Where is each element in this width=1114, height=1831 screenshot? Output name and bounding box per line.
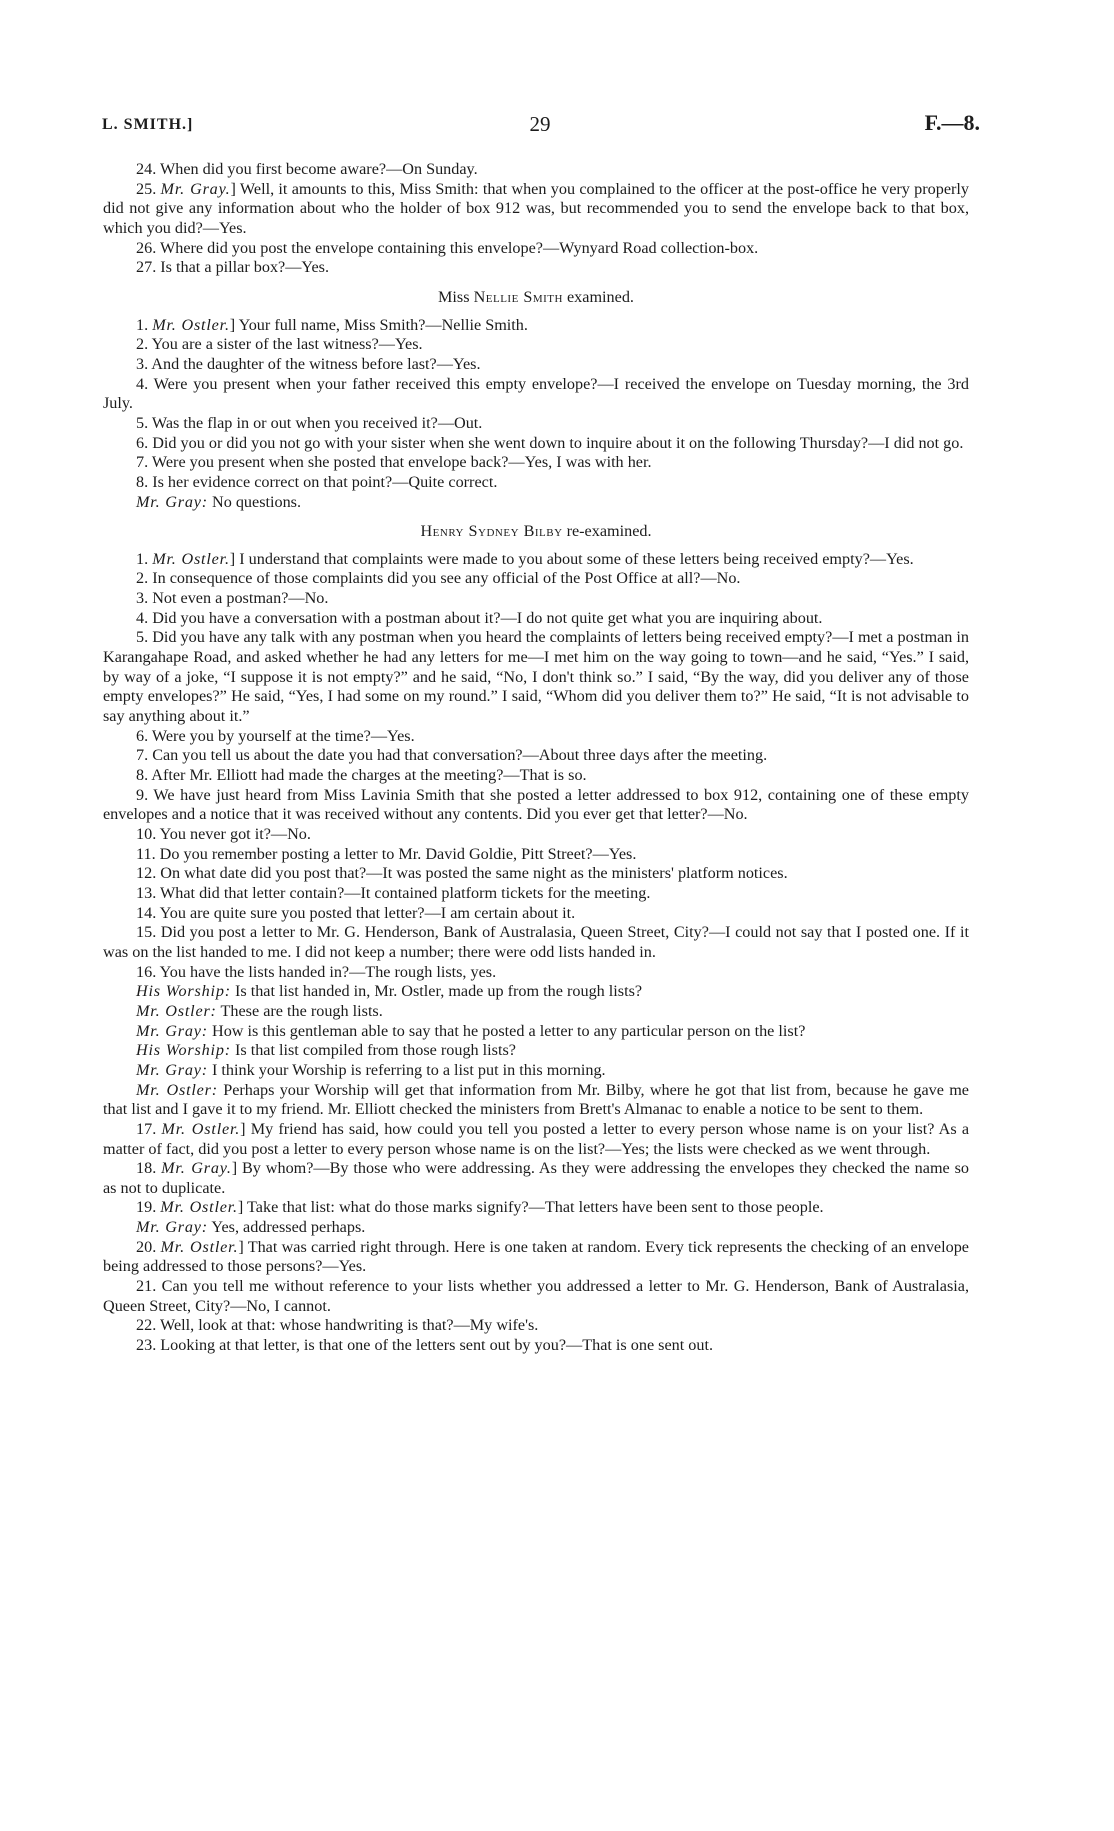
paragraph-text: 4. Did you have a conversation with a postman about it?—I do not quite get what you are inquiring about.: [136, 608, 823, 627]
paragraph-text: These are the rough lists.: [216, 1001, 383, 1020]
paragraph-text: ] That was carried right through. Here is one taken at random. Every tick represents the checking of an envelope being addressed to those persons?—Yes.: [103, 1237, 969, 1276]
speaker-name: Mr. Ostler.: [152, 315, 230, 334]
paragraph-text: Perhaps your Worship will get that information from Mr. Bilby, where he got that list from, because he gave me that list and I gave it to my friend. Mr. Elliott checked the ministers from Brett's Almanac to enable a notice to be sent to them.: [103, 1080, 969, 1119]
speaker-name: Mr. Gray.: [160, 179, 231, 198]
testimony-paragraph: [103, 453, 969, 473]
testimony-paragraph: [103, 1277, 969, 1316]
testimony-paragraph: [103, 1120, 969, 1159]
testimony-paragraph: [103, 864, 969, 884]
testimony-paragraph: [103, 1041, 969, 1061]
heading-suffix: re-examined.: [562, 522, 652, 541]
speaker-name: Mr. Ostler.: [160, 1198, 238, 1217]
paragraph-text: How is this gentleman able to say that he posted a letter to any particular person on the list?: [207, 1021, 806, 1040]
paragraph-text: 10. You never got it?—No.: [136, 825, 311, 843]
testimony-paragraph: [103, 414, 969, 434]
testimony-paragraph: [103, 727, 969, 747]
paragraph-text: Yes, addressed perhaps.: [207, 1218, 366, 1237]
testimony-paragraph: [103, 1159, 969, 1198]
paragraph-text: ] By whom?—By those who were addressing. As they were addressing the envelopes they checked the name so as not to duplicate.: [103, 1159, 970, 1197]
testimony-paragraph: [103, 160, 969, 180]
paragraph-text: 7. Can you tell us about the date you had that conversation?—About three days after the meeting.: [136, 746, 768, 765]
speaker-name: Mr. Gray:: [136, 1218, 208, 1237]
testimony-paragraph: [103, 1336, 969, 1356]
speaker-name: Mr. Ostler:: [136, 1001, 217, 1020]
speaker-name: His Worship:: [136, 1041, 231, 1060]
running-header: [100, 108, 980, 142]
testimony-paragraph: [103, 609, 969, 629]
paragraph-text: I think your Worship is referring to a list put in this morning.: [207, 1060, 606, 1079]
witness-heading: [103, 522, 969, 542]
testimony-paragraph: [103, 923, 969, 962]
testimony-paragraph: [103, 845, 969, 865]
paragraph-text: Is that list compiled from those rough lists?: [230, 1041, 516, 1060]
testimony-paragraph: [103, 180, 969, 239]
paragraph-text: 27. Is that a pillar box?—Yes.: [136, 258, 330, 277]
speaker-name: Mr. Gray:: [136, 1021, 208, 1040]
testimony-paragraph: [103, 746, 969, 766]
testimony-paragraph: [103, 628, 969, 726]
paragraph-text: 24. When did you first become aware?—On Sunday.: [136, 160, 478, 178]
heading-prefix: Miss: [438, 287, 474, 306]
testimony-paragraph: [103, 963, 969, 983]
testimony-paragraph: [103, 1022, 969, 1042]
heading-suffix: examined.: [562, 287, 634, 306]
paragraph-text: 8. Is her evidence correct on that point?—Quite correct.: [136, 472, 498, 491]
paragraph-text: 14. You are quite sure you posted that letter?—I am certain about it.: [136, 903, 576, 922]
paragraph-text: 6. Were you by yourself at the time?—Yes.: [136, 726, 415, 745]
testimony-paragraph: [103, 335, 969, 355]
document-reference: F.—8.: [924, 110, 980, 135]
paragraph-text: 4. Were you present when your father received this empty envelope?—I received the envelope on Tuesday morning, the 3rd July.: [103, 374, 969, 413]
speaker-name: His Worship:: [136, 982, 231, 1001]
paragraph-text: ] My friend has said, how could you tell you posted a letter to every person whose name is on your list? As a matter of fact, did you post a letter to every person whose name is on the list?—Yes; the lists were checked as we went through.: [103, 1119, 969, 1158]
testimony-paragraph: [103, 786, 969, 825]
paragraph-text: ] Take that list: what do those marks signify?—That letters have been sent to those people.: [237, 1198, 824, 1217]
paragraph-text: 7. Were you present when she posted that envelope back?—Yes, I was with her.: [136, 453, 652, 472]
testimony-paragraph: [103, 258, 969, 278]
testimony-paragraph: [103, 1081, 969, 1120]
paragraph-text: 2. You are a sister of the last witness?—Yes.: [136, 335, 423, 354]
testimony-paragraph: [103, 982, 969, 1002]
testimony-paragraph: [103, 825, 969, 845]
speaker-name: Mr. Ostler.: [152, 549, 230, 568]
question-number: 25.: [136, 179, 161, 198]
witness-name: Nellie Smith: [473, 287, 563, 306]
testimony-paragraph: [103, 316, 969, 336]
testimony-paragraph: [103, 473, 969, 493]
testimony-paragraph: [103, 766, 969, 786]
question-number: 18.: [136, 1159, 162, 1178]
testimony-paragraph: [103, 1061, 969, 1081]
paragraph-text: ] Well, it amounts to this, Miss Smith: that when you complained to the officer at the post-office he very properly did not give any information about who the holder of box 912 was, but recommended you to send the envelope back to that box, which you did?—Yes.: [103, 179, 970, 237]
paragraph-text: 11. Do you remember posting a letter to Mr. David Goldie, Pitt Street?—Yes.: [136, 844, 637, 863]
testimony-paragraph: [103, 239, 969, 259]
testimony-paragraph: [103, 1316, 969, 1336]
paragraph-text: 12. On what date did you post that?—It was posted the same night as the ministers' platform notices.: [136, 864, 788, 883]
testimony-paragraph: [103, 1002, 969, 1022]
document-body: [103, 160, 969, 1356]
question-number: 20.: [136, 1237, 161, 1256]
testimony-paragraph: [103, 589, 969, 609]
testimony-paragraph: [103, 434, 969, 454]
speaker-name: Mr. Gray:: [136, 492, 208, 511]
speaker-name: Mr. Ostler.: [161, 1119, 241, 1138]
testimony-paragraph: [103, 904, 969, 924]
speaker-name: Mr. Ostler.: [160, 1237, 239, 1256]
paragraph-text: Is that list handed in, Mr. Ostler, made up from the rough lists?: [230, 982, 643, 1001]
paragraph-text: 3. Not even a postman?—No.: [136, 589, 329, 608]
paragraph-text: 5. Was the flap in or out when you received it?—Out.: [136, 413, 483, 432]
witness-name: Henry Sydney Bilby: [420, 522, 563, 541]
testimony-paragraph: [103, 884, 969, 904]
question-number: 1.: [136, 315, 153, 334]
question-number: 1.: [136, 549, 153, 568]
paragraph-text: 13. What did that letter contain?—It contained platform tickets for the meeting.: [136, 883, 651, 902]
paragraph-text: 6. Did you or did you not go with your sister when she went down to inquire about it on the following Thursday?—I did not go.: [136, 433, 964, 452]
speaker-name: Mr. Ostler:: [136, 1080, 218, 1099]
testimony-paragraph: [103, 1218, 969, 1238]
testimony-paragraph: [103, 355, 969, 375]
speaker-name: Mr. Gray:: [136, 1060, 208, 1079]
testimony-paragraph: [103, 493, 969, 513]
testimony-paragraph: [103, 550, 969, 570]
testimony-paragraph: [103, 569, 969, 589]
testimony-paragraph: [103, 1238, 969, 1277]
testimony-paragraph: [103, 1198, 969, 1218]
paragraph-text: 15. Did you post a letter to Mr. G. Henderson, Bank of Australasia, Queen Street, City?—I could not say that I posted one. If it was on the list handed to me. I did not keep a number; there were odd lists handed in.: [103, 923, 969, 961]
paragraph-text: 3. And the daughter of the witness before last?—Yes.: [136, 354, 481, 373]
witness-heading: [103, 288, 969, 308]
paragraph-text: 2. In consequence of those complaints did you see any official of the Post Office at all?—No.: [136, 569, 741, 588]
paragraph-text: 16. You have the lists handed in?—The rough lists, yes.: [136, 962, 497, 981]
speaker-name: Mr. Gray.: [161, 1159, 232, 1178]
paragraph-text: ] Your full name, Miss Smith?—Nellie Smith.: [229, 315, 528, 334]
page-number: 29: [529, 112, 551, 136]
paragraph-text: ] I understand that complaints were made to you about some of these letters being received empty?—Yes.: [229, 549, 914, 568]
paragraph-text: 8. After Mr. Elliott had made the charges at the meeting?—That is so.: [136, 766, 587, 785]
paragraph-text: 21. Can you tell me without reference to your lists whether you addressed a letter to Mr. G. Henderson, Bank of Australasia, Queen Street, City?—No, I cannot.: [103, 1277, 969, 1315]
header-witness-name: L. SMITH.]: [102, 116, 194, 133]
paragraph-text: 5. Did you have any talk with any postman when you heard the complaints of letters being received empty?—I met a postman in Karangahape Road, and asked whether he had any letters for me—I met him on the way going to town—and he said, “Yes.” I said, by way of a joke, “I suppose it is not empty?” and he said, “No, I don't think so.” I said, “By the way, did you deliver any of those empty envelopes?” He said, “Yes, I had some on my round.” I said, “Whom did you deliver them to?” He said, “It is not advisable to say anything about it.”: [103, 628, 969, 726]
paragraph-text: 23. Looking at that letter, is that one of the letters sent out by you?—That is one sent out.: [136, 1336, 714, 1355]
paragraph-text: 9. We have just heard from Miss Lavinia Smith that she posted a letter addressed to box 912, containing one of these empty envelopes and a notice that it was received without any contents. Did you ever get that letter?—No.: [103, 785, 969, 824]
paragraph-text: 26. Where did you post the envelope containing this envelope?—Wynyard Road collection-box.: [136, 238, 759, 257]
paragraph-text: No questions.: [207, 492, 302, 511]
question-number: 19.: [136, 1198, 161, 1217]
paragraph-text: 22. Well, look at that: whose handwriting is that?—My wife's.: [136, 1316, 539, 1335]
testimony-paragraph: [103, 375, 969, 414]
question-number: 17.: [136, 1119, 162, 1138]
